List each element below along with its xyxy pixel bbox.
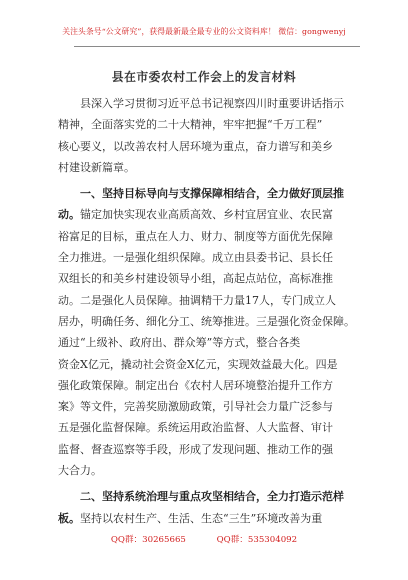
section-2-paragraph [58, 486, 358, 529]
section-1-paragraph [58, 183, 358, 481]
text-line: 资金X亿元，撬动社会资金X亿元，实现效益最大化。四是 [58, 357, 338, 371]
text-line: 大合力。 [58, 464, 102, 478]
text-line: 通过“上级补、政府出、群众筹”等方式，整合各类 [58, 336, 301, 350]
footer-qq: QQ群：535304092 [216, 535, 298, 545]
text-line: 村建设新篇章。 [58, 160, 135, 174]
footer-qq-group: QQ群：30265665 [110, 535, 186, 545]
text-line: 精神，全面落实党的二十大精神，牢牢把握“千万工程” [58, 118, 323, 132]
document-title: 县在市委农村工作会上的发言材料 [111, 70, 297, 84]
header-divider [74, 46, 360, 47]
section-1-heading: 一、坚持目标导向与支撑保障相结合，全力做好顶层推 [80, 187, 344, 201]
text-line: 双组长的和美乡村建设领导小组，高起点站位，高标准推 [58, 272, 333, 286]
document-body [58, 93, 358, 529]
text-line: 案》等文件，完善奖励激励政策，引导社会力量广泛参与 [58, 400, 333, 414]
text-line: 核心要义，以改善农村人居环境为重点，奋力谱写和美乡 [58, 139, 333, 153]
text-line [58, 508, 358, 529]
intro-paragraph [58, 93, 358, 178]
text-line: 居办，明确任务、细化分工、统筹推进。三是强化资金保障。 [58, 314, 355, 328]
section-2-heading: 二、坚持系统治理与重点攻坚相结合，全力打造示范样 [80, 490, 344, 504]
text-fragment: 锚定加快实现农业高质高效、乡村宜居宜业、农民富 [80, 208, 333, 222]
text-line: 全力推进。一是强化组织保障。成立由县委书记、县长任 [58, 251, 333, 265]
text-line: 县深入学习贯彻习近平总书记视察四川时重要讲话指示 [80, 97, 344, 110]
text-fragment: 坚持以农村生产、生活、生态“三生”环境改善为重 [80, 511, 323, 525]
text-line: 动。二是强化人员保障。抽调精干力量17人，专门成立人 [58, 293, 336, 307]
text-line: 裕富足的目标，重点在人力、财力、制度等方面优先保障 [58, 229, 333, 243]
section-1-heading-tail: 动。 [58, 208, 80, 222]
text-line: 监督、督查巡察等手段，形成了发现问题、推动工作的强 [58, 442, 333, 456]
header-promo-note: 关注头条号“公文研究”，获得最新最全最专业的公文资料库！ 微信：gongwenyj [62, 27, 346, 36]
section-2-heading-tail: 板。 [58, 511, 80, 525]
text-line: 强化政策保障。制定出台《农村人居环境整治提升工作方 [58, 378, 333, 392]
footer-contact [0, 533, 408, 545]
text-line [58, 204, 358, 225]
text-line: 五是强化监督保障。系统运用政治监督、人大监督、审计 [58, 421, 333, 435]
